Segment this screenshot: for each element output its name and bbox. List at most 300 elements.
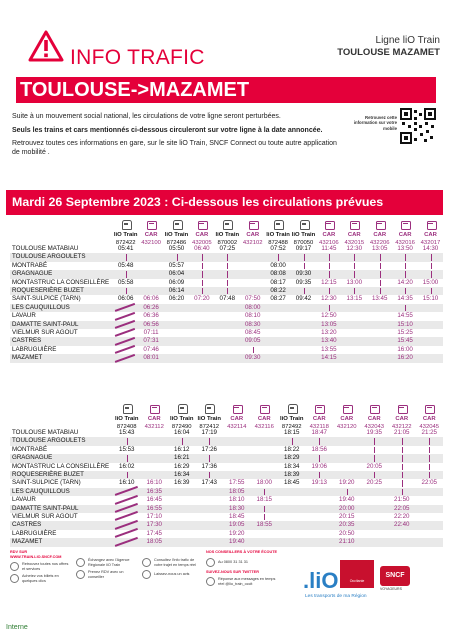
route-banner: TOULOUSE->MAZAMET	[16, 77, 436, 103]
timetable-row	[10, 521, 443, 529]
column-service-number: 432100	[141, 240, 161, 246]
departure-time: 18:05	[229, 487, 245, 495]
pass-through-line	[127, 455, 128, 461]
station-name: CASTRES	[12, 521, 42, 529]
pass-through-line	[329, 271, 330, 277]
departure-time: 13:40	[321, 337, 337, 345]
pass-through-line	[431, 254, 432, 260]
calendar-icon	[76, 570, 85, 579]
pass-through-line	[126, 288, 127, 294]
departure-time: 18:45	[284, 479, 300, 487]
departure-time: 08:08	[270, 270, 286, 278]
departure-time: 06:56	[143, 320, 159, 328]
station-name: GRAGNAGUE	[12, 270, 53, 278]
pass-through-line	[253, 347, 254, 353]
column-mode-label: CAR	[367, 416, 381, 422]
departure-time: 17:55	[229, 479, 245, 487]
intro-paragraph-2: Seuls les trains et cars mentionnés ci-dessous circuleront sur votre ligne à la date annoncée.	[12, 126, 323, 134]
departure-time: 20:00	[339, 504, 355, 512]
departure-time: 11:45	[321, 245, 337, 252]
departure-time: 08:17	[270, 278, 286, 286]
timetable-row	[10, 245, 443, 253]
departure-time: 16:45	[146, 496, 162, 504]
station-name: ROQUESERIÈRE BUZET	[12, 287, 84, 294]
departure-time: 06:06	[143, 295, 159, 303]
date-band: Mardi 26 Septembre 2023 : Ci-dessous les circulations prévues	[6, 190, 443, 215]
departure-time: 17:43	[201, 479, 217, 487]
pass-through-line	[402, 480, 403, 486]
occitanie-logo: Occitanie	[340, 560, 374, 588]
clock-icon	[142, 558, 151, 567]
footer-col-phone	[206, 550, 278, 589]
footer-web-heading: RDV SUR WWW.TRAIN.LIO.SNCF.COM	[10, 550, 62, 559]
footer-phone-heading: NOS CONSEILLERS À VOTRE ÉCOUTE	[206, 550, 278, 554]
column-service-number: 432017	[420, 240, 441, 246]
departure-time: 19:20	[339, 479, 355, 487]
timetable-row	[10, 479, 443, 487]
departure-time: 07:31	[143, 337, 159, 345]
pass-through-line	[354, 254, 355, 260]
column-service-number: 432118	[309, 424, 329, 430]
bus-icon	[231, 404, 243, 414]
departure-time: 15:53	[119, 445, 135, 453]
departure-time: 15:00	[422, 278, 439, 286]
bus-icon	[148, 404, 160, 414]
pass-through-line	[402, 472, 403, 478]
line-name: Ligne liO Train	[375, 35, 440, 46]
departure-time: 09:30	[295, 270, 312, 278]
departure-time: 14:35	[397, 295, 413, 303]
footer-item[interactable]: Retrouvez toutes nos offres et services	[10, 562, 70, 571]
bus-icon	[399, 220, 411, 230]
station-name: GRAGNAGUE	[12, 454, 53, 462]
departure-time: 20:35	[339, 521, 355, 529]
pass-through-line	[264, 514, 265, 520]
pass-through-line	[126, 254, 127, 260]
column-service-number: 432043	[364, 424, 385, 430]
pass-through-line	[431, 288, 432, 294]
station-name: DAMATTE SAINT-PAUL	[12, 504, 79, 512]
departure-time: 14:55	[397, 312, 413, 320]
station-name: MAZAMET	[12, 538, 43, 546]
pass-through-line	[429, 438, 430, 444]
departure-time: 16:10	[119, 479, 135, 487]
departure-time: 15:45	[397, 337, 413, 345]
departure-time: 15:43	[119, 429, 135, 436]
bus-icon	[374, 220, 386, 230]
timetable-evening	[10, 402, 443, 556]
departure-time: 05:50	[168, 245, 185, 252]
pass-through-line	[227, 271, 228, 277]
qr-code-icon[interactable]	[400, 108, 436, 144]
pass-through-line	[405, 254, 406, 260]
timetable-row	[10, 446, 443, 454]
chat-icon	[76, 558, 85, 567]
line-route: TOULOUSE MAZAMET	[337, 47, 440, 58]
column-service-number: 432106	[319, 240, 339, 246]
departure-time: 17:30	[146, 521, 162, 529]
pass-through-line	[202, 271, 203, 277]
pass-through-line	[127, 472, 128, 478]
warning-icon	[28, 30, 64, 62]
pass-through-line	[380, 271, 381, 277]
column-service-number: 872490	[171, 424, 192, 430]
departure-time: 15:10	[397, 320, 413, 328]
departure-time: 18:05	[146, 538, 162, 546]
train-icon	[121, 404, 133, 414]
departure-time: 13:15	[346, 295, 363, 303]
column-service-number: 432122	[391, 424, 412, 430]
footer-item[interactable]: Achetez vos billets en quelques clics	[10, 574, 70, 583]
star-icon	[142, 570, 151, 579]
column-mode-label: CAR	[373, 232, 387, 238]
departure-time: 19:35	[366, 429, 382, 436]
departure-time: 06:36	[143, 312, 159, 320]
phone-icon	[206, 558, 215, 567]
pass-through-line	[405, 271, 406, 277]
pass-through-line	[429, 464, 430, 470]
train-icon	[171, 220, 183, 230]
pass-through-line	[227, 263, 228, 269]
column-service-number: 432112	[144, 424, 164, 430]
column-service-number: 432206	[369, 240, 390, 246]
classification-label: Interne	[6, 624, 28, 631]
departure-time: 05:48	[117, 261, 134, 269]
column-mode-label: CAR	[398, 232, 412, 238]
column-mode-label: CAR	[347, 232, 361, 238]
train-icon	[286, 404, 298, 414]
timetable-row	[10, 530, 443, 538]
departure-time: 17:45	[146, 529, 162, 537]
pass-through-line	[429, 472, 430, 478]
departure-time: 09:30	[244, 354, 261, 362]
pass-through-line	[354, 263, 355, 269]
departure-time: 16:29	[174, 462, 190, 470]
column-service-number: 872422	[115, 240, 136, 246]
pass-through-line	[209, 455, 210, 461]
departure-time: 07:25	[219, 245, 236, 252]
departure-time: 18:34	[284, 462, 300, 470]
departure-time: 05:58	[117, 278, 134, 286]
bus-icon	[323, 220, 335, 230]
timetable-row	[10, 463, 443, 471]
train-icon	[120, 220, 132, 230]
lio-logo: .liO	[303, 568, 339, 593]
timetable-row	[10, 496, 443, 504]
departure-time: 12:50	[321, 312, 337, 320]
timetable-row	[10, 312, 443, 320]
departure-time: 18:15	[256, 496, 272, 504]
bus-icon	[368, 404, 380, 414]
pass-through-line	[227, 254, 228, 260]
departure-time: 13:20	[321, 329, 337, 336]
timetable-row	[10, 329, 443, 337]
column-mode-label: CAR	[195, 232, 209, 238]
station-name: MONTRABÉ	[12, 445, 48, 453]
departure-time: 08:01	[143, 354, 159, 362]
footer-item[interactable]: Consultez l'info trafic de votre trajet en temps réel	[142, 558, 202, 567]
bus-icon	[348, 220, 360, 230]
column-mode-label: CAR	[422, 416, 436, 422]
departure-time: 12:30	[346, 245, 363, 252]
departure-time: 06:26	[143, 303, 159, 311]
footer-item[interactable]: Laissez-nous un avis	[142, 570, 202, 579]
departure-time: 08:00	[270, 261, 286, 269]
twitter-icon	[206, 577, 215, 586]
footer-col-info	[142, 558, 202, 582]
departure-time: 21:10	[339, 538, 355, 546]
departure-time: 18:39	[284, 471, 300, 478]
station-name: MAZAMET	[12, 354, 43, 362]
pass-through-line	[202, 288, 203, 294]
footer-item[interactable]: Au 0800 31 31 31	[206, 558, 278, 567]
timetable-row	[10, 346, 443, 354]
pass-through-line	[304, 254, 305, 260]
departure-time: 08:45	[244, 329, 261, 336]
pass-through-line	[380, 280, 381, 286]
train-icon	[272, 220, 284, 230]
pass-through-line	[405, 288, 406, 294]
pass-through-line	[329, 288, 330, 294]
station-name: LES CAUQUILLOUS	[12, 487, 70, 495]
ticket-icon	[10, 574, 19, 583]
departure-time: 15:10	[422, 295, 439, 303]
pass-through-line	[431, 271, 432, 277]
pass-through-line	[329, 263, 330, 269]
column-mode-label: liO Train	[197, 416, 222, 422]
departure-time: 18:47	[311, 429, 327, 436]
column-mode-label: liO Train	[215, 232, 240, 238]
column-mode-label: liO Train	[164, 232, 189, 238]
departure-time: 18:55	[256, 521, 272, 529]
station-name: TOULOUSE MATABIAU	[12, 429, 79, 436]
footer-item[interactable]: Échangez avec l'Agence Régionale liO Train	[76, 558, 136, 567]
departure-time: 16:20	[397, 354, 413, 362]
timetable-row	[10, 454, 443, 462]
pass-through-line	[354, 271, 355, 277]
timetable-row	[10, 488, 443, 496]
train-icon	[203, 404, 215, 414]
departure-time: 20:05	[366, 462, 382, 470]
departure-time: 06:40	[194, 245, 210, 252]
column-mode-label: liO Train	[113, 232, 138, 238]
station-name: TOULOUSE ARGOULETS	[12, 253, 86, 261]
column-service-number: 432116	[254, 424, 274, 430]
departure-time: 13:05	[321, 320, 337, 328]
pass-through-line	[227, 288, 228, 294]
departure-time: 13:50	[397, 245, 413, 252]
departure-time: 19:13	[311, 479, 327, 487]
departure-time: 14:20	[397, 278, 413, 286]
station-name: VIELMUR SUR AGOUT	[12, 329, 78, 336]
pass-through-line	[374, 455, 375, 461]
station-name: MONTRABÉ	[12, 261, 48, 269]
bus-icon	[341, 404, 353, 414]
departure-time: 16:04	[174, 429, 190, 436]
departure-time: 07:48	[219, 295, 236, 303]
departure-time: 08:27	[270, 295, 286, 303]
departure-time: 09:17	[295, 245, 312, 252]
intro-paragraph-3: Retrouvez toutes ces informations en gare, sur le site liO Train, SNCF Connect ou toute autre application de mobilité .	[12, 140, 337, 156]
bus-icon	[423, 404, 435, 414]
departure-time: 20:25	[366, 479, 382, 487]
pass-through-line	[209, 438, 210, 444]
departure-time: 13:55	[321, 345, 337, 353]
departure-time: 18:10	[229, 496, 245, 504]
train-icon	[221, 220, 233, 230]
departure-time: 09:05	[244, 337, 261, 345]
pass-through-line	[374, 472, 375, 478]
lio-tagline: Les transports de ma Région	[305, 594, 367, 599]
pass-through-line	[374, 447, 375, 453]
sncf-logo: SNCF	[380, 566, 410, 586]
footer-item[interactable]: Réponse aux messages en temps réel @lio_train_occit	[206, 577, 278, 586]
footer-col-contact	[76, 558, 136, 582]
departure-time: 18:15	[284, 429, 300, 436]
departure-time: 17:10	[146, 513, 162, 520]
column-service-number: 870002	[217, 240, 238, 246]
column-mode-label: liO Train	[291, 232, 316, 238]
column-service-number: 872488	[268, 240, 288, 246]
bus-icon	[258, 404, 270, 414]
column-mode-label: CAR	[322, 232, 336, 238]
timetable-morning	[10, 218, 443, 360]
timetable-row	[10, 437, 443, 445]
departure-time: 17:36	[201, 462, 217, 470]
pass-through-line	[319, 472, 320, 478]
pass-through-line	[431, 263, 432, 269]
station-name: LABRUGUIÈRE	[12, 529, 57, 537]
station-name: TOULOUSE MATABIAU	[12, 245, 79, 252]
departure-time: 08:10	[244, 312, 261, 320]
pass-through-line	[182, 438, 183, 444]
timetable-row	[10, 321, 443, 329]
departure-time: 08:22	[270, 287, 286, 294]
pass-through-line	[347, 489, 348, 495]
timetable-row	[10, 505, 443, 513]
column-service-number: 872408	[116, 424, 137, 430]
departure-time: 21:50	[394, 496, 410, 504]
departure-time: 16:00	[397, 345, 413, 353]
departure-time: 19:40	[339, 496, 355, 504]
train-icon	[298, 220, 310, 230]
pass-through-line	[402, 438, 403, 444]
column-service-number: 432102	[242, 240, 263, 246]
column-service-number: 432016	[395, 240, 415, 246]
pass-through-line	[264, 489, 265, 495]
pass-through-line	[127, 438, 128, 444]
sncf-subtitle: VOYAGEURS	[380, 587, 402, 591]
timetable-row	[10, 471, 443, 479]
timetable-row	[10, 295, 443, 303]
departure-time: 21:25	[421, 429, 437, 436]
departure-time: 19:40	[229, 538, 245, 546]
footer-item[interactable]: Prenez RDV avec un conseiller	[76, 570, 136, 579]
departure-time: 14:15	[321, 354, 337, 362]
departure-time: 05:41	[117, 245, 134, 252]
pass-through-line	[402, 447, 403, 453]
departure-time: 13:00	[346, 278, 363, 286]
column-service-number: 870050	[293, 240, 314, 246]
column-mode-label: CAR	[230, 416, 244, 422]
pass-through-line	[202, 280, 203, 286]
pass-through-line	[304, 288, 305, 294]
column-mode-label: CAR	[144, 232, 158, 238]
departure-time: 15:25	[397, 329, 413, 336]
departure-time: 17:19	[201, 429, 217, 436]
departure-time: 08:00	[244, 303, 261, 311]
departure-time: 19:20	[229, 529, 245, 537]
departure-time: 07:50	[244, 295, 261, 303]
station-name: CASTRES	[12, 337, 42, 345]
bus-icon	[425, 220, 437, 230]
pass-through-line	[405, 263, 406, 269]
bus-icon	[247, 220, 259, 230]
column-service-number: 432045	[419, 424, 440, 430]
column-service-number: 872486	[166, 240, 187, 246]
departure-time: 16:02	[119, 462, 135, 470]
pass-through-line	[374, 438, 375, 444]
station-name: VIELMUR SUR AGOUT	[12, 513, 78, 520]
column-mode-label: liO Train	[279, 416, 304, 422]
timetable-row	[10, 304, 443, 312]
station-name: ROQUESERIÈRE BUZET	[12, 471, 84, 478]
bus-icon	[196, 220, 208, 230]
departure-time: 06:06	[117, 295, 134, 303]
column-mode-label: CAR	[395, 416, 409, 422]
pass-through-line	[329, 254, 330, 260]
station-name: LAVAUR	[12, 312, 36, 320]
footer-twitter-heading: SUIVEZ-NOUS SUR TWITTER	[206, 569, 259, 574]
station-name: TOULOUSE ARGOULETS	[12, 437, 86, 445]
column-mode-label: CAR	[147, 416, 161, 422]
departure-time: 18:00	[256, 479, 272, 487]
qr-caption: Retrouvez cette information sur votre mobile	[353, 115, 397, 131]
departure-time: 18:30	[229, 504, 245, 512]
departure-time: 07:20	[194, 295, 210, 303]
pass-through-line	[354, 288, 355, 294]
footer	[8, 548, 444, 618]
pass-through-line	[319, 455, 320, 461]
station-name: LABRUGUIÈRE	[12, 345, 57, 353]
departure-time: 22:20	[394, 513, 410, 520]
departure-time: 18:45	[229, 513, 245, 520]
departure-time: 12:15	[321, 278, 337, 286]
pass-through-line	[380, 254, 381, 260]
pass-through-line	[202, 254, 203, 260]
pass-through-line	[402, 455, 403, 461]
station-name: SAINT-SULPICE (TARN)	[12, 295, 81, 303]
pass-through-line	[202, 263, 203, 269]
column-mode-label: liO Train	[266, 232, 290, 238]
pass-through-line	[329, 305, 330, 311]
departure-time: 09:42	[295, 295, 312, 303]
header	[0, 0, 452, 74]
departure-time: 06:14	[168, 287, 185, 294]
column-mode-label: liO Train	[169, 416, 194, 422]
timetable-row	[10, 429, 443, 437]
timetable-row	[10, 513, 443, 521]
column-service-number: 432015	[344, 240, 365, 246]
pass-through-line	[429, 455, 430, 461]
departure-time: 18:22	[284, 445, 300, 453]
departure-time: 12:30	[321, 295, 337, 303]
pass-through-line	[126, 271, 127, 277]
globe-icon	[10, 562, 19, 571]
departure-time: 20:50	[339, 529, 355, 537]
departure-time: 19:05	[229, 521, 245, 529]
pass-through-line	[319, 438, 320, 444]
